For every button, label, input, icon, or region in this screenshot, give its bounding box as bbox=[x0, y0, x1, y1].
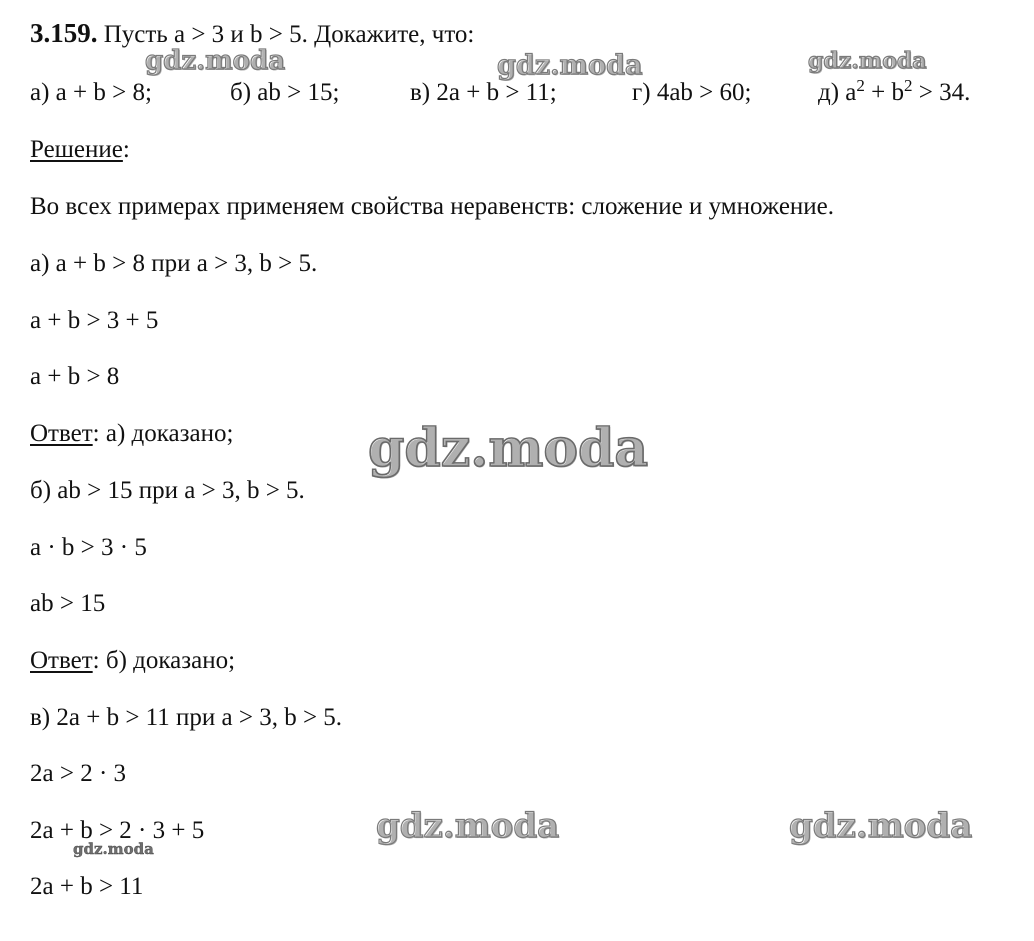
item-b: б) ab > 15; bbox=[230, 79, 340, 106]
watermark: gdz.moda bbox=[808, 48, 927, 74]
item-e bbox=[818, 78, 970, 108]
solution-heading bbox=[30, 135, 130, 165]
item-d: г) 4ab > 60; bbox=[632, 79, 752, 106]
solution-intro: Во всех примерах применяем свойства неравенств: сложение и умножение. bbox=[30, 193, 835, 220]
part-a-answer-text: : а) доказано; bbox=[92, 420, 234, 447]
part-a-answer bbox=[30, 419, 233, 449]
watermark: gdz.moda bbox=[376, 806, 560, 846]
item-a: а) a + b > 8; bbox=[30, 79, 152, 106]
item-e-exp1: 2 bbox=[856, 76, 865, 95]
item-e-exp2: 2 bbox=[904, 76, 913, 95]
part-b-title: б) ab > 15 при a > 3, b > 5. bbox=[30, 477, 305, 504]
item-c: в) 2a + b > 11; bbox=[410, 79, 557, 106]
part-b-answer-text: : б) доказано; bbox=[92, 647, 236, 674]
part-b-answer bbox=[30, 646, 235, 676]
watermark: gdz.moda bbox=[145, 46, 286, 76]
watermark: gdz.moda bbox=[789, 806, 973, 846]
watermark: gdz.moda bbox=[497, 50, 643, 81]
part-b-answer-label: Ответ bbox=[30, 647, 93, 674]
part-b-step2: ab > 15 bbox=[30, 590, 106, 617]
solution-heading-label: Решение bbox=[30, 136, 123, 163]
part-a-step1: a + b > 3 + 5 bbox=[30, 307, 159, 334]
item-e-part3: > 34. bbox=[912, 79, 971, 106]
watermark: gdz.moda bbox=[368, 418, 649, 479]
part-b-step1: a · b > 3 · 5 bbox=[30, 534, 147, 561]
problem-statement: Пусть a > 3 и b > 5. Докажите, что: bbox=[103, 21, 475, 48]
solution-heading-colon: : bbox=[122, 136, 130, 163]
part-a-step2: a + b > 8 bbox=[30, 363, 120, 390]
item-e-part2: + b bbox=[864, 79, 905, 106]
part-c-title: в) 2a + b > 11 при a > 3, b > 5. bbox=[30, 704, 343, 731]
part-a-answer-label: Ответ bbox=[30, 420, 93, 447]
part-c-step1: 2a > 2 · 3 bbox=[30, 760, 127, 787]
task-number: 3.159. bbox=[30, 18, 98, 48]
part-c-step3: 2a + b > 11 bbox=[30, 873, 144, 900]
part-a-title: а) a + b > 8 при a > 3, b > 5. bbox=[30, 250, 318, 277]
watermark: gdz.moda bbox=[73, 840, 154, 858]
part-c-step2: 2a + b > 2 · 3 + 5 bbox=[30, 817, 205, 844]
item-e-part1: д) a bbox=[818, 79, 857, 106]
